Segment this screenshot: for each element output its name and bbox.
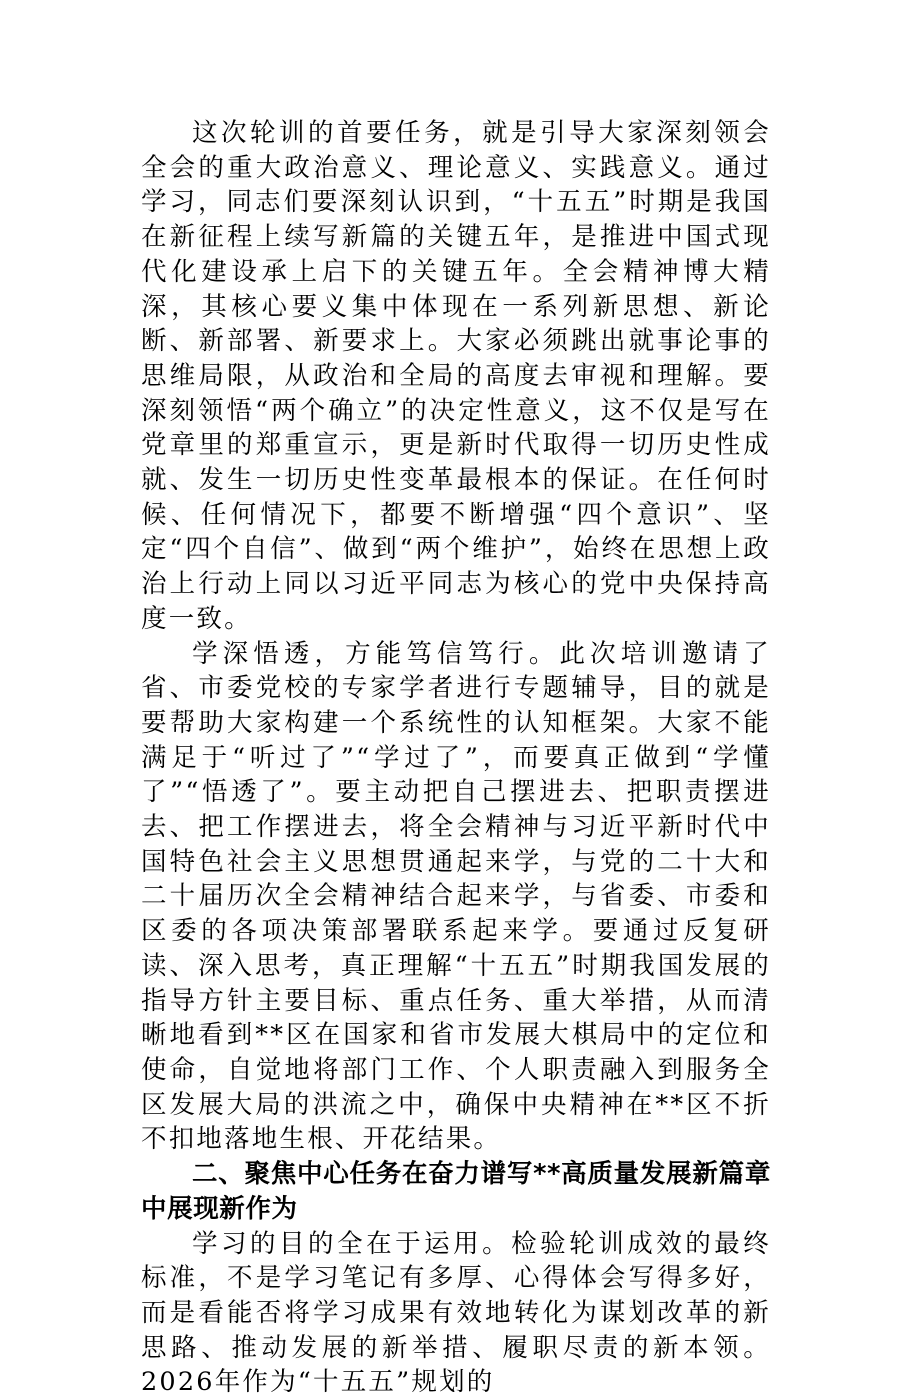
body-paragraph-1: 这次轮训的首要任务，就是引导大家深刻领会全会的重大政治意义、理论意义、实践意义。通过学习，同志们要深刻认识到，“十五五”时期是我国在新征程上续写新篇的关键五年，是推进中国式现代化建设承上启下的关键五年。全会精神博大精深，其核心要义集中体现在一系列新思想、新论断、新部署、新要求上。大家必须跳出就事论事的思维局限，从政治和全局的高度去审视和理解。要深刻领悟“两个确立”的决定性意义，这不仅是写在党章里的郑重宣示，更是新时代取得一切历史性成就、发生一切历史性变革最根本的保证。在任何时候、任何情况下，都要不断增强“四个意识”、坚定“四个自信”、做到“两个维护”，始终在思想上政治上行动上同以习近平同志为核心的党中央保持高度一致。 (141, 116, 771, 637)
body-paragraph-2: 学深悟透，方能笃信笃行。此次培训邀请了省、市委党校的专家学者进行专题辅导，目的就是要帮助大家构建一个系统性的认知框架。大家不能满足于“听过了”“学过了”，而要真正做到“学懂了”“悟透了”。要主动把自己摆进去、把职责摆进去、把工作摆进去，将全会精神与习近平新时代中国特色社会主义思想贯通起来学，与党的二十大和二十届历次全会精神结合起来学，与省委、市委和区委的各项决策部署联系起来学。要通过反复研读、深入思考，真正理解“十五五”时期我国发展的指导方针主要目标、重点任务、重大举措，从而清晰地看到**区在国家和省市发展大棋局中的定位和使命，自觉地将部门工作、个人职责融入到服务全区发展大局的洪流之中，确保中央精神在**区不折不扣地落地生根、开花结果。 (141, 637, 771, 1158)
document-body (141, 116, 771, 1400)
body-paragraph-3: 学习的目的全在于运用。检验轮训成效的最终标准，不是学习笔记有多厚、心得体会写得多好，而是看能否将学习成果有效地转化为谋划改革的新思路、推动发展的新举措、履职尽责的新本领。2026年作为“十五五”规划的 (141, 1227, 771, 1400)
section-heading: 二、聚焦中心任务在奋力谱写**高质量发展新篇章中展现新作为 (141, 1157, 771, 1226)
